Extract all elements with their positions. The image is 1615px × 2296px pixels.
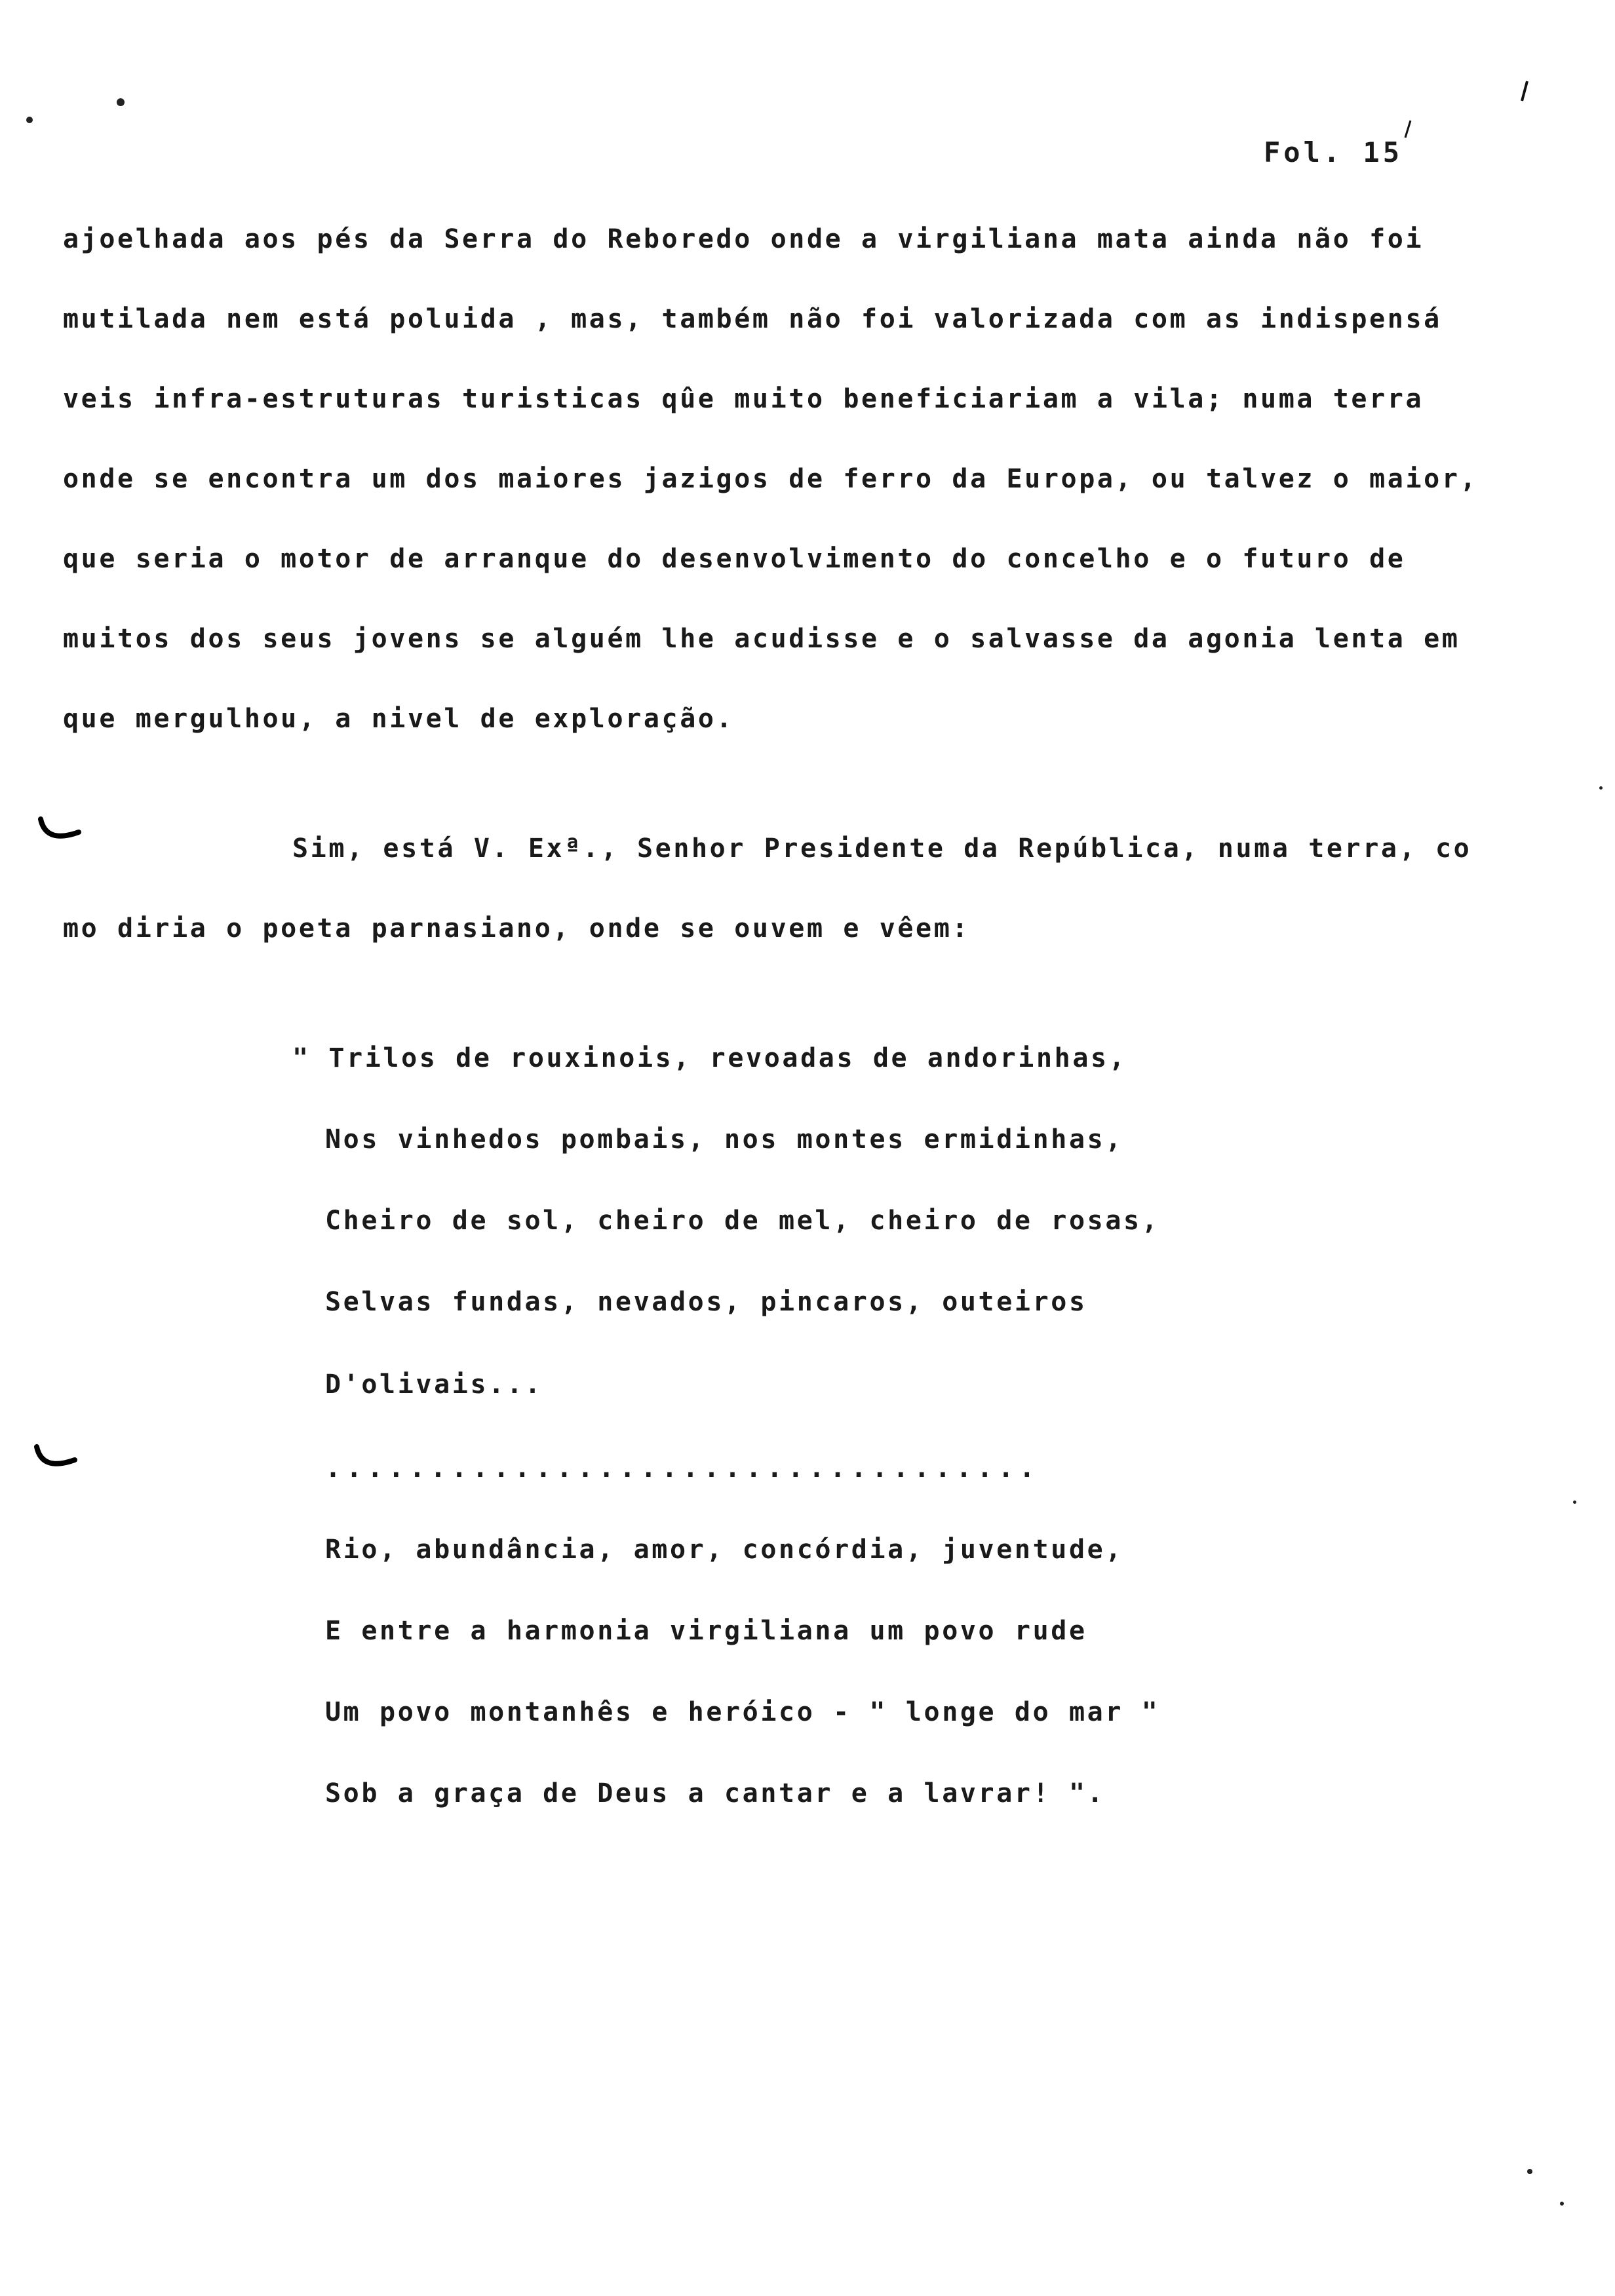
paragraph-1-line: ajoelhada aos pés da Serra do Reboredo onde a virgiliana mata ainda não foi (63, 224, 1424, 254)
poem-line: Selvas fundas, nevados, pincaros, outeiros (325, 1287, 1087, 1317)
margin-curve-mark (33, 1440, 79, 1486)
paragraph-1-line: que mergulhou, a nivel de exploração. (63, 704, 735, 734)
paragraph-2-line: mo diria o poeta parnasiano, onde se ouvem e vêem: (63, 913, 971, 944)
scan-speck (1573, 1501, 1576, 1504)
poem-line: Um povo montanhês e heróico - " longe do mar " (325, 1697, 1160, 1727)
paragraph-1-line: onde se encontra um dos maiores jazigos de ferro da Europa, ou talvez o maior, (63, 464, 1479, 494)
poem-line: Nos vinhedos pombais, nos montes ermidinhas, (325, 1124, 1124, 1155)
poem-line: E entre a harmonia virgiliana um povo rude (325, 1616, 1087, 1646)
scan-speck (117, 98, 125, 106)
scan-speck (26, 117, 33, 123)
paragraph-1-line: veis infra-estruturas turisticas qûe muito beneficiariam a vila; numa terra (63, 384, 1424, 414)
margin-curve-mark (37, 813, 83, 858)
poem-line: Rio, abundância, amor, concórdia, juventude, (325, 1535, 1124, 1565)
scan-speck (1599, 786, 1603, 790)
paragraph-1-line: muitos dos seus jovens se alguém lhe acudisse e o salvasse da agonia lenta em (63, 624, 1460, 654)
poem-line: D'olivais... (325, 1369, 543, 1400)
paragraph-1-line: mutilada nem está poluida , mas, também não foi valorizada com as indispensá (63, 304, 1442, 334)
poem-line: Cheiro de sol, cheiro de mel, cheiro de rosas, (325, 1206, 1160, 1236)
scan-speck (1527, 2169, 1532, 2174)
paragraph-1-line: que seria o motor de arranque do desenvolvimento do concelho e o futuro de (63, 544, 1406, 574)
folio-number: Fol. 15 (1264, 136, 1403, 168)
paragraph-2-line: Sim, está V. Exª., Senhor Presidente da República, numa terra, co (292, 833, 1472, 864)
pen-tick-mark (1514, 79, 1534, 105)
poem-line: " Trilos de rouxinois, revoadas de andorinhas, (292, 1043, 1127, 1073)
poem-line: Sob a graça de Deus a cantar e a lavrar! ". (325, 1778, 1106, 1808)
scan-speck (1560, 2202, 1564, 2206)
poem-ellipsis: .................................. (325, 1453, 1040, 1483)
